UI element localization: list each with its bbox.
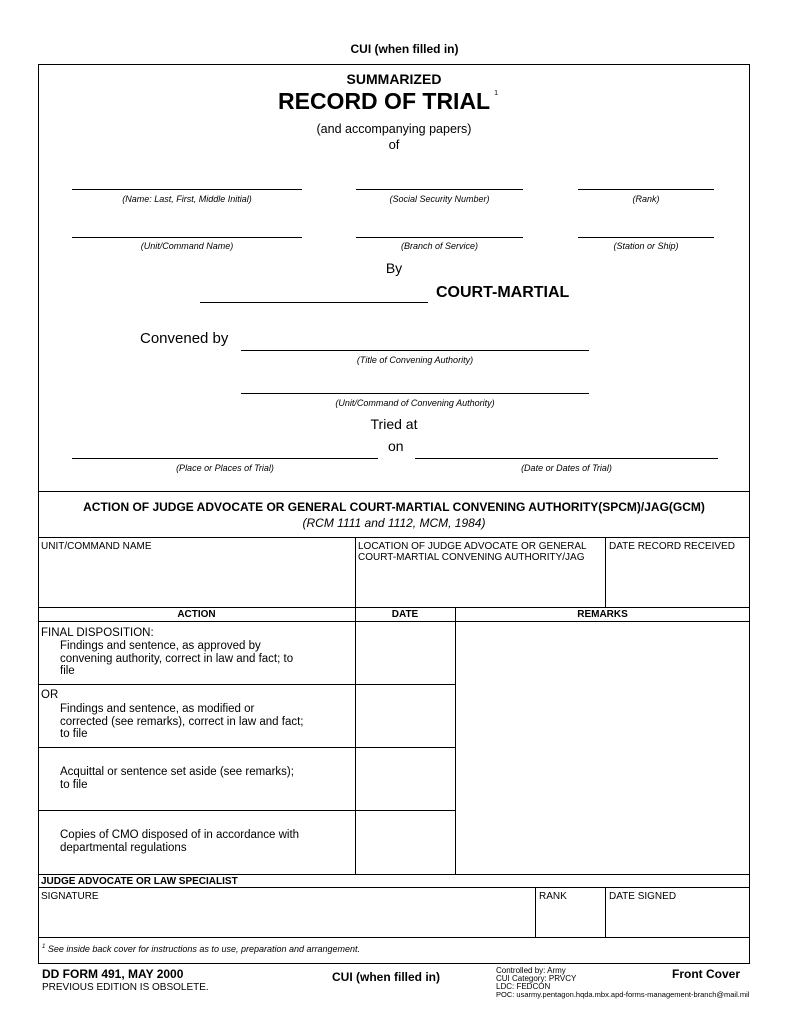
title-footnote-mark: 1 xyxy=(494,90,499,97)
station-label: (Station or Ship) xyxy=(613,241,679,251)
title-record-of-trial: RECORD OF TRIAL $^1$ xyxy=(278,88,499,114)
jag-bottom-line xyxy=(38,887,750,888)
title-summarized: SUMMARIZED xyxy=(346,71,442,87)
date-cell-acquittal[interactable] xyxy=(356,748,455,810)
title-convening-line[interactable] xyxy=(241,350,589,351)
action-row-acquittal: Acquittal or sentence set aside (see remarks); to file xyxy=(60,766,294,791)
tried-at-label: Tried at xyxy=(370,416,418,432)
ssn-line[interactable] xyxy=(356,189,523,190)
controlled-by: Controlled by: Army xyxy=(496,966,566,975)
unit-label: (Unit/Command Name) xyxy=(140,241,234,251)
on-label: on xyxy=(388,438,404,454)
branch-label: (Branch of Service) xyxy=(400,241,479,251)
location-label: LOCATION OF JUDGE ADVOCATE OR GENERAL COURT-MARTIAL CONVENING AUTHORITY/JAG xyxy=(358,541,587,563)
rank-label: (Rank) xyxy=(632,194,660,204)
header-row-top-line xyxy=(38,607,750,608)
rank-line[interactable] xyxy=(578,189,714,190)
station-line[interactable] xyxy=(578,237,714,238)
poc: POC: usarmy.pentagon.hqda.mbx.apd-forms-management-branch@mail.mil xyxy=(496,990,750,999)
location-field[interactable] xyxy=(356,565,605,607)
action-subheading: (RCM 1111 and 1112, MCM, 1984) xyxy=(302,516,486,530)
footnote-mark: 1 xyxy=(42,944,46,950)
obsolete-notice: PREVIOUS EDITION IS OBSOLETE. xyxy=(42,982,209,993)
col-remarks-header: REMARKS xyxy=(577,609,628,620)
court-martial-label: COURT-MARTIAL xyxy=(436,284,570,301)
court-martial-type-line[interactable] xyxy=(200,302,428,303)
unit-command-name-label: UNIT/COMMAND NAME xyxy=(41,541,152,552)
final-disposition-label: FINAL DISPOSITION: xyxy=(41,627,154,639)
accompanying-papers: (and accompanying papers) xyxy=(316,122,472,136)
ssn-label: (Social Security Number) xyxy=(389,194,490,204)
date-label: (Date or Dates of Trial) xyxy=(521,463,612,473)
ldc: LDC: FEDCON xyxy=(496,982,551,991)
date-line[interactable] xyxy=(415,458,718,459)
action-row-cmo: Copies of CMO disposed of in accordance with departmental regulations xyxy=(60,829,300,854)
signature-label: SIGNATURE xyxy=(41,891,99,902)
convened-by-label: Convened by xyxy=(140,330,229,347)
date-cell-approved[interactable] xyxy=(356,622,455,684)
front-cover-label: Front Cover xyxy=(672,967,741,981)
unit-line[interactable] xyxy=(72,237,302,238)
cui-top-marking: CUI (when filled in) xyxy=(350,42,459,56)
date-received-field[interactable] xyxy=(606,553,750,607)
jag-top-line xyxy=(38,874,750,875)
place-label: (Place or Places of Trial) xyxy=(176,463,274,473)
of-label: of xyxy=(388,137,400,152)
unit-convening-label: (Unit/Command of Convening Authority) xyxy=(335,398,495,408)
footnote-text: See inside back cover for instructions as to use, preparation and arrangement. xyxy=(47,944,361,954)
section-divider xyxy=(38,491,750,492)
signature-field[interactable] xyxy=(38,903,535,937)
col-date-header: DATE xyxy=(391,609,419,620)
rank-signed-field[interactable] xyxy=(536,903,605,937)
branch-line[interactable] xyxy=(356,237,523,238)
date-cell-cmo[interactable] xyxy=(356,811,455,874)
name-line[interactable] xyxy=(72,189,302,190)
cui-category: CUI Category: PRVCY xyxy=(496,974,577,983)
by-label: By xyxy=(385,260,403,276)
or-label: OR xyxy=(41,689,59,701)
date-received-label: DATE RECORD RECEIVED xyxy=(609,541,735,552)
unit-convening-line[interactable] xyxy=(241,393,589,394)
action-row-approved: Findings and sentence, as approved by convening authority, correct in law and fact; to file xyxy=(60,640,294,677)
footnote xyxy=(42,944,360,954)
unit-command-name-field[interactable] xyxy=(38,537,355,607)
date-signed-label: DATE SIGNED xyxy=(609,891,677,902)
action-heading: ACTION OF JUDGE ADVOCATE OR GENERAL COURT-MARTIAL CONVENING AUTHORITY(SPCM)/JAG(GCM) xyxy=(83,500,705,514)
action-row-modified: Findings and sentence, as modified or corrected (see remarks), correct in law and fact; to file xyxy=(60,703,304,740)
remarks-field[interactable] xyxy=(456,622,750,874)
date-cell-modified[interactable] xyxy=(356,685,455,747)
date-signed-field[interactable] xyxy=(606,903,750,937)
form-number: DD FORM 491, MAY 2000 xyxy=(42,967,184,981)
signature-bottom-line xyxy=(38,937,750,938)
rank-signed-label: RANK xyxy=(539,891,567,902)
jag-label: JUDGE ADVOCATE OR LAW SPECIALIST xyxy=(41,876,238,887)
col-action-header: ACTION xyxy=(177,609,216,620)
cui-bottom-marking: CUI (when filled in) xyxy=(332,970,440,984)
name-label: (Name: Last, First, Middle Initial) xyxy=(122,194,252,204)
title-convening-label: (Title of Convening Authority) xyxy=(356,355,474,365)
place-line[interactable] xyxy=(72,458,378,459)
